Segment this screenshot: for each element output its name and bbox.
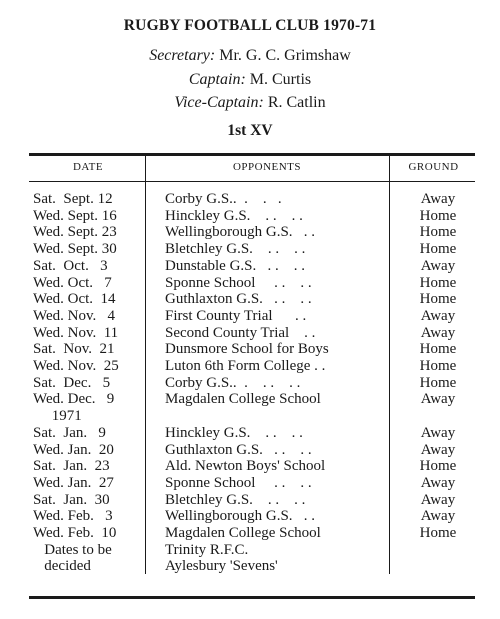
fixture-opponent: First County Trial . . [165, 307, 307, 324]
table-row [0, 508, 500, 525]
fixture-opponent: Bletchley G.S. . . . . [165, 491, 306, 508]
fixture-opponent: Guthlaxton G.S. . . . . [165, 441, 312, 458]
fixture-ground: Home [419, 458, 457, 475]
captain-name: M. Curtis [249, 71, 312, 88]
fixture-ground: Away [420, 424, 456, 441]
table-row [0, 258, 500, 275]
fixture-date: Sat. Sept. 12 [33, 191, 113, 207]
fixture-ground: Away [420, 441, 456, 458]
fixture-ground: Away [420, 257, 456, 274]
vice-captain-line [0, 94, 500, 112]
fixture-ground: Home [419, 291, 457, 308]
fixture-date: Sat. Oct. 3 [33, 257, 108, 274]
table-row [0, 341, 500, 358]
fixture-date: Sat. Dec. 5 [33, 374, 111, 391]
fixture-opponent: Second County Trial . . [165, 324, 316, 341]
fixture-opponent: Bletchley G.S. . . . . [165, 241, 306, 258]
fixture-opponent: Corby G.S.. . . . . . [165, 374, 301, 391]
table-row [0, 241, 500, 258]
fixture-date: Sat. Jan. 30 [33, 491, 110, 508]
fixture-date: Wed. Dec. 9 [33, 391, 115, 408]
fixture-opponent: Wellingborough G.S. . . [165, 508, 316, 525]
table-row [0, 325, 500, 342]
fixture-date: Wed. Feb. 3 [33, 508, 113, 525]
fixture-date: Wed. Nov. 11 [33, 324, 119, 341]
fixture-opponent: Trinity R.F.C. [165, 541, 249, 558]
column-header-ground: GROUND [408, 161, 459, 173]
fixture-ground: Away [420, 508, 456, 525]
fixture-opponent: Magdalen College School [165, 391, 321, 408]
fixture-date: Wed. Jan. 20 [33, 441, 114, 458]
fixture-opponent: Magdalen College School [165, 525, 321, 541]
fixture-date: Wed. Jan. 27 [33, 474, 114, 491]
fixture-date: Wed. Feb. 10 [33, 525, 117, 541]
table-row [0, 208, 500, 225]
fixture-ground: Home [419, 525, 457, 541]
fixture-date: Wed. Sept. 16 [33, 207, 117, 224]
fixture-ground: Away [420, 491, 456, 508]
fixture-opponent: Dunstable G.S. . . . . [165, 257, 305, 274]
fixture-ground: Home [419, 241, 457, 258]
secretary-line [0, 47, 500, 65]
table-row [0, 275, 500, 292]
table-row [0, 391, 500, 408]
captain-line [0, 71, 500, 89]
table-row [0, 224, 500, 241]
table-row [0, 525, 500, 542]
fixture-date: Wed. Nov. 25 [33, 358, 119, 374]
fixture-opponent: Ald. Newton Boys' School [165, 458, 326, 475]
column-header-opponents: OPPONENTS [232, 161, 302, 173]
table-row [0, 408, 500, 425]
fixture-opponent: Corby G.S.. . . . [165, 191, 282, 207]
fixture-opponent: Guthlaxton G.S. . . . . [165, 291, 312, 308]
secretary-label: Secretary: [149, 47, 216, 64]
fixture-date: Wed. Oct. 14 [33, 291, 116, 308]
fixture-date: Dates to be [33, 541, 112, 558]
fixture-ground: Home [419, 374, 457, 391]
table-bottom-rule [29, 596, 475, 599]
fixture-opponent: Sponne School . . . . [165, 274, 312, 291]
table-row [0, 425, 500, 442]
table-row [0, 375, 500, 392]
table-top-rule [29, 153, 475, 156]
fixture-ground: Home [419, 274, 457, 291]
table-row [0, 475, 500, 492]
table-row [0, 542, 500, 559]
page-title: RUGBY FOOTBALL CLUB 1970-71 [123, 17, 377, 34]
fixture-date: decided [33, 558, 91, 575]
fixture-opponent: Dunsmore School for Boys [165, 341, 329, 358]
vice-captain-label: Vice-Captain: [174, 94, 264, 111]
fixture-date: Sat. Jan. 23 [33, 458, 110, 475]
column-header-date: DATE [72, 161, 104, 173]
fixture-date: Wed. Sept. 30 [33, 241, 117, 258]
table-row [0, 358, 500, 375]
fixture-ground: Away [420, 474, 456, 491]
table-row [0, 492, 500, 509]
fixture-ground: Home [419, 207, 457, 224]
fixture-opponent: Hinckley G.S. . . . . [165, 424, 303, 441]
fixture-opponent: Hinckley G.S. . . . . [165, 207, 303, 224]
fixture-ground: Home [419, 224, 457, 241]
fixture-ground: Away [420, 391, 456, 408]
fixture-opponent: Wellingborough G.S. . . [165, 224, 316, 241]
secretary-name: Mr. G. C. Grimshaw [219, 47, 351, 64]
fixture-ground: Home [419, 341, 457, 358]
fixture-date: Sat. Nov. 21 [33, 341, 115, 358]
fixture-ground: Away [420, 307, 456, 324]
fixture-opponent: Sponne School . . . . [165, 474, 312, 491]
table-row [0, 442, 500, 459]
table-row [0, 191, 500, 208]
fixture-date: Sat. Jan. 9 [33, 424, 106, 441]
table-row [0, 308, 500, 325]
team-heading: 1st XV [227, 122, 273, 139]
fixture-date: 1971 [33, 408, 82, 425]
fixture-date: Wed. Sept. 23 [33, 224, 117, 241]
table-row [0, 291, 500, 308]
vice-captain-name: R. Catlin [267, 94, 326, 111]
fixture-opponent: Luton 6th Form College . . [165, 358, 326, 374]
table-row [0, 558, 500, 575]
fixture-date: Wed. Nov. 4 [33, 307, 115, 324]
fixture-date: Wed. Oct. 7 [33, 274, 112, 291]
fixture-ground: Away [420, 191, 456, 207]
captain-label: Captain: [188, 71, 246, 88]
fixture-ground: Away [420, 324, 456, 341]
table-row [0, 458, 500, 475]
table-header-rule [29, 181, 475, 182]
fixture-opponent: Aylesbury 'Sevens' [165, 558, 278, 575]
fixture-ground: Home [419, 358, 457, 374]
